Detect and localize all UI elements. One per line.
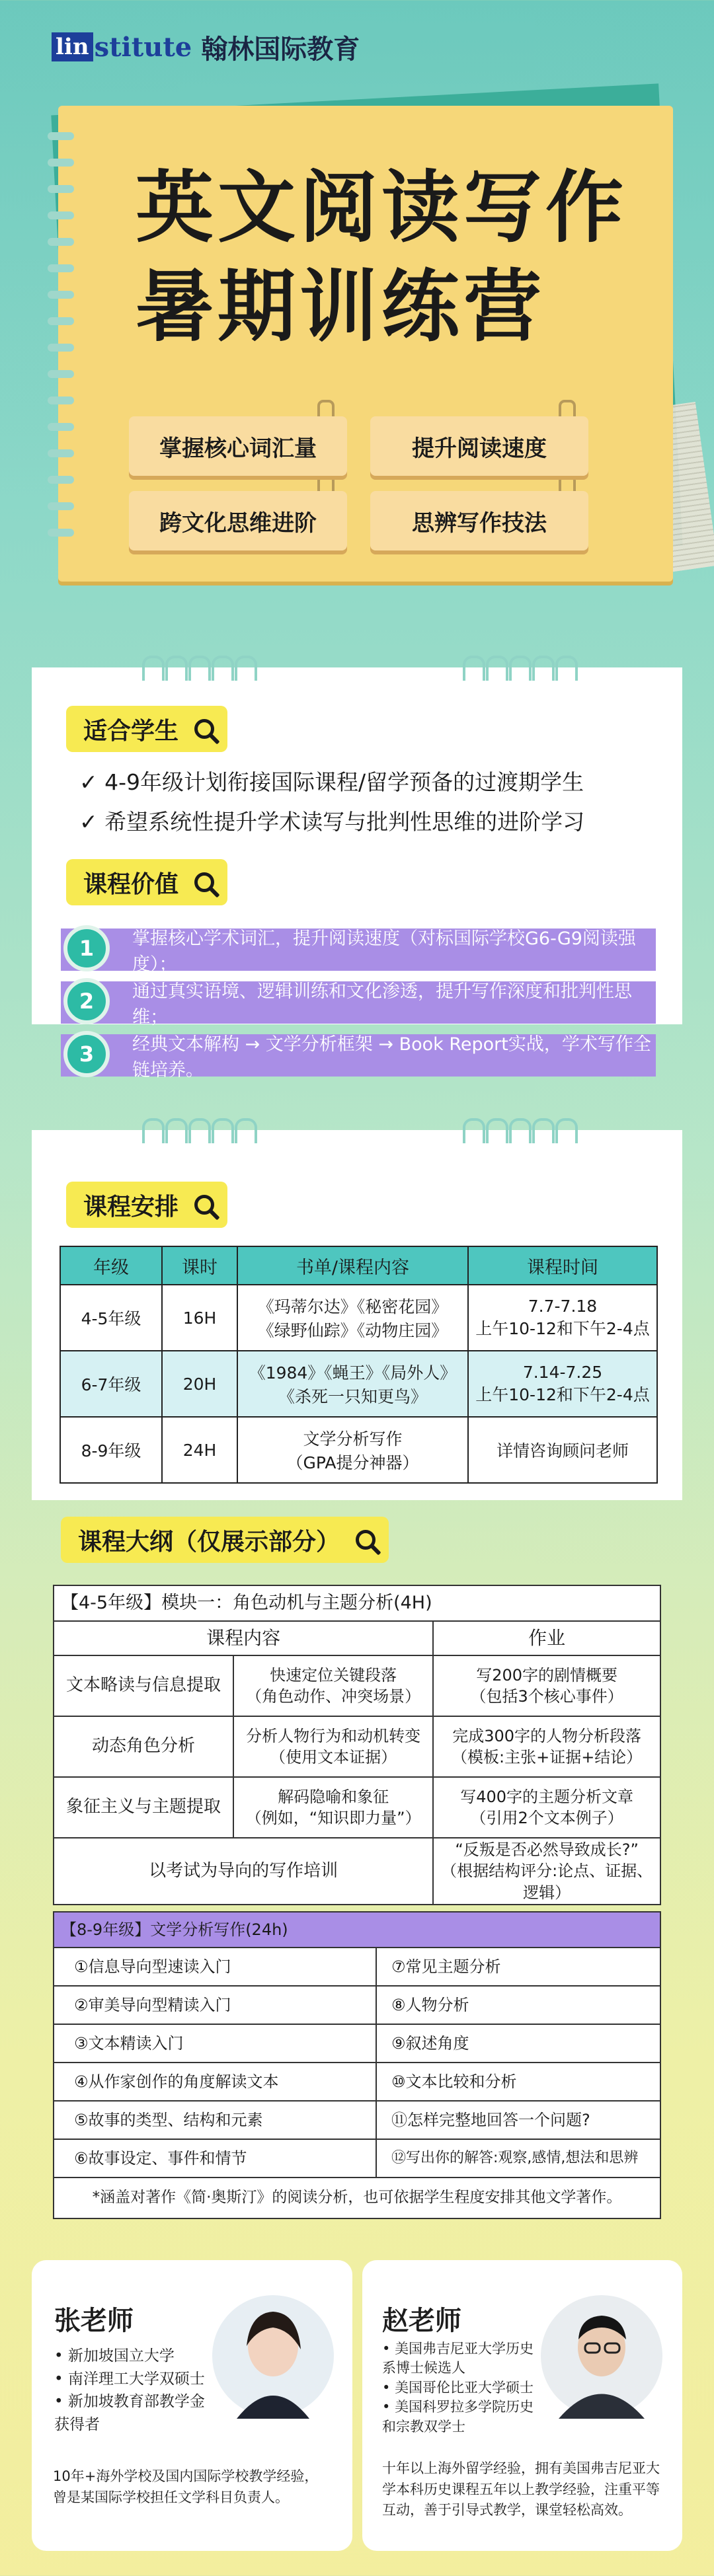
spiral-ring <box>48 344 74 352</box>
grade-cell: 8-9年级 <box>60 1417 162 1483</box>
list-item: ④从作家创作的角度解读文本 <box>54 2063 376 2101</box>
binder-curl <box>212 656 234 681</box>
grade-cell: 4-5年级 <box>60 1285 162 1351</box>
detail-line: 解码隐喻和象征 <box>278 1787 389 1806</box>
spiral-ring <box>48 529 74 537</box>
work-cell <box>433 1655 660 1716</box>
content-line: 《杀死一只知更鸟》 <box>278 1387 427 1406</box>
list-item: ①信息导向型速读入门 <box>54 1948 376 1986</box>
work-line: （模板:主张+证据+结论） <box>452 1748 643 1766</box>
detail-line: （角色动作、冲突场景） <box>246 1687 421 1706</box>
schedule-table <box>60 1246 658 1484</box>
credential-text: 美国哥伦比亚大学硕士 <box>395 2379 534 2396</box>
topic-cell: 文本略读与信息提取 <box>54 1655 233 1716</box>
list-item: ⑨叙述角度 <box>376 2024 660 2063</box>
spiral-ring <box>48 476 74 484</box>
table-row <box>54 1716 660 1777</box>
binder-curl <box>212 1118 234 1143</box>
detail-line: 分析人物行为和动机转变 <box>246 1726 421 1745</box>
list-item: ③文本精读入门 <box>54 2024 376 2063</box>
exam-topic-cell: 以考试为导向的写作培训 <box>54 1838 433 1905</box>
credential-item: • 美国弗吉尼亚大学历史系博士候选人 <box>382 2341 534 2376</box>
teacher-name: 张老师 <box>54 2306 134 2336</box>
note-row <box>54 2178 660 2218</box>
magnifier-icon <box>194 1195 214 1215</box>
time-line: 7.14-7.25 <box>522 1362 603 1382</box>
magnifier-icon <box>194 719 214 739</box>
work-line: 写200字的剧情概要 <box>476 1665 618 1685</box>
fit-item <box>79 765 584 796</box>
spiral-ring <box>48 238 74 246</box>
detail-cell <box>233 1716 433 1777</box>
content-line: 《玛蒂尔达》《秘密花园》 <box>257 1297 448 1316</box>
time-line: 详情咨询顾问老师 <box>496 1441 629 1460</box>
detail-line: （使用文本证据） <box>270 1748 397 1766</box>
teacher-name: 赵老师 <box>382 2306 461 2336</box>
table-header-row <box>60 1246 657 1285</box>
value-heading <box>66 859 227 905</box>
binder-curl <box>235 1118 257 1143</box>
binder-curl <box>463 1118 485 1143</box>
credential-text: 美国科罗拉多学院历史和宗教双学士 <box>382 2399 534 2435</box>
time-cell <box>468 1285 657 1351</box>
outline-table <box>53 1585 661 1905</box>
detail-cell <box>233 1655 433 1716</box>
table-row <box>54 1948 660 1986</box>
list-item: ②审美导向型精读入门 <box>54 1986 376 2024</box>
fit-heading <box>66 706 227 752</box>
credential-item: • 美国科罗拉多学院历史和宗教双学士 <box>382 2399 534 2435</box>
table-row <box>54 1777 660 1838</box>
binder-curl <box>509 656 532 681</box>
spiral-ring <box>48 159 74 167</box>
work-line: （引用2个文本例子） <box>470 1809 623 1827</box>
teacher-bio: 十年以上海外留学经验，拥有美国弗吉尼亚大学本科历史课程五年以上教学经验，注重平等互动，善于引导式教学，课堂轻松高效。 <box>382 2460 660 2518</box>
time-line: 7.7-7.18 <box>528 1296 598 1316</box>
binder-curl <box>165 656 188 681</box>
work-line: （根据结构评分:论点、证据、逻辑） <box>441 1862 653 1902</box>
spiral-ring <box>48 264 74 272</box>
content-cell <box>237 1417 468 1483</box>
spiral-ring <box>48 370 74 378</box>
time-line: 上午10-12和下午2-4点 <box>475 1318 650 1338</box>
content-line: （GPA提分神器） <box>286 1453 419 1472</box>
work-cell <box>433 1838 660 1905</box>
teacher-credentials <box>382 2339 537 2437</box>
table-row <box>54 1986 660 2024</box>
module2-title: 【8-9年级】文学分析写作(24h) <box>54 1912 660 1948</box>
topic-cell: 动态角色分析 <box>54 1716 233 1777</box>
work-line: （包括3个核心事件） <box>470 1687 623 1706</box>
binder-curl <box>486 656 508 681</box>
hero-title-line1: 英文阅读写作 <box>136 162 628 253</box>
content-cell <box>237 1351 468 1417</box>
grade-cell: 6-7年级 <box>60 1351 162 1417</box>
brand-logo <box>52 26 360 67</box>
col-header: 书单/课程内容 <box>237 1246 468 1285</box>
content-cell <box>237 1285 468 1351</box>
col-header-work: 作业 <box>433 1621 660 1655</box>
module-title-row <box>54 1912 660 1948</box>
hours-cell: 20H <box>162 1351 237 1417</box>
fit-item <box>79 805 584 836</box>
time-cell <box>468 1417 657 1483</box>
work-cell <box>433 1716 660 1777</box>
binder-curl <box>188 656 211 681</box>
list-item: ⑦常见主题分析 <box>376 1948 660 1986</box>
value-heading-text: 课程价值 <box>83 870 179 898</box>
credential-item: • 南洋理工大学双硕士 <box>54 2370 205 2388</box>
module1-title: 【4-5年级】模块一：角色动机与主题分析(4H) <box>54 1585 660 1621</box>
feature-chip: 跨文化思维进阶 <box>129 491 347 550</box>
teacher-avatar <box>210 2293 336 2419</box>
feature-chip: 思辨写作技法 <box>370 491 588 550</box>
table-row <box>60 1417 657 1483</box>
spiral-ring <box>48 317 74 325</box>
feature-chip: 提升阅读速度 <box>370 416 588 476</box>
list-item: ⑧人物分析 <box>376 1986 660 2024</box>
check-icon: ✓ <box>79 769 105 795</box>
teacher-credentials <box>54 2345 206 2436</box>
content-line: 《1984》《蝇王》《局外人》 <box>249 1363 457 1383</box>
module2-table <box>53 1911 661 2219</box>
binder-curl <box>486 1118 508 1143</box>
value-item: 经典文本解构 → 文学分析框架 → Book Report实战，学术写作全链培养。 <box>61 1034 656 1077</box>
list-item: ⑫写出你的解答:观察,感情,想法和思辨 <box>376 2139 660 2178</box>
binder-curl <box>532 1118 555 1143</box>
logo-text: stitute <box>94 31 192 63</box>
list-item: ⑤故事的类型、结构和元素 <box>54 2101 376 2139</box>
module-title-row <box>54 1585 660 1621</box>
table-row <box>60 1351 657 1417</box>
binder-curl <box>555 1118 578 1143</box>
work-cell <box>433 1777 660 1838</box>
table-row <box>54 2063 660 2101</box>
value-number: 2 <box>63 978 110 1024</box>
spiral-ring <box>48 397 74 404</box>
spiral-ring <box>48 502 74 510</box>
spiral-ring <box>48 185 74 193</box>
binder-curl <box>142 1118 165 1143</box>
col-header: 课程时间 <box>468 1246 657 1285</box>
table-row <box>60 1285 657 1351</box>
credential-text: 新加坡国立大学 <box>67 2347 175 2365</box>
table-row <box>54 2101 660 2139</box>
detail-cell <box>233 1777 433 1838</box>
binder-curl <box>165 1118 188 1143</box>
credential-item: • 新加坡教育部教学金获得者 <box>54 2393 205 2433</box>
col-header-content: 课程内容 <box>54 1621 433 1655</box>
fit-item-text: 4-9年级计划衔接国际课程/留学预备的过渡期学生 <box>104 769 584 795</box>
credential-item: • 美国哥伦比亚大学硕士 <box>382 2379 534 2396</box>
spiral-ring <box>48 449 74 457</box>
hours-cell: 16H <box>162 1285 237 1351</box>
col-header: 课时 <box>162 1246 237 1285</box>
binder-curl <box>235 656 257 681</box>
teacher-avatar <box>539 2293 664 2419</box>
value-item: 掌握核心学术词汇，提升阅读速度（对标国际学校G6-G9阅读强度）； <box>61 928 656 971</box>
spiral-ring <box>48 291 74 299</box>
spiral-ring <box>48 132 74 140</box>
logo-chinese: 翰林国际教育 <box>201 33 360 65</box>
list-item: ⑪怎样完整地回答一个问题? <box>376 2101 660 2139</box>
schedule-heading-text: 课程安排 <box>83 1193 179 1221</box>
binder-curl <box>509 1118 532 1143</box>
topic-cell: 象征主义与主题提取 <box>54 1777 233 1838</box>
credential-text: 新加坡教育部教学金获得者 <box>54 2393 205 2433</box>
logo-mark: lin <box>52 32 93 61</box>
schedule-heading <box>66 1182 227 1228</box>
hours-cell: 24H <box>162 1417 237 1483</box>
spiral-ring <box>48 211 74 219</box>
work-line: 写400字的主题分析文章 <box>460 1787 634 1806</box>
binder-curl <box>532 656 555 681</box>
credential-text: 南洋理工大学双硕士 <box>67 2370 205 2388</box>
value-item: 通过真实语境、逻辑训练和文化渗透，提升写作深度和批判性思维； <box>61 981 656 1024</box>
magnifier-icon <box>356 1530 376 1550</box>
teacher-bio: 10年+海外学校及国内国际学校教学经验，曾是某国际学校担任文学科目负责人。 <box>53 2468 319 2505</box>
check-icon: ✓ <box>79 809 105 835</box>
time-line: 上午10-12和下午2-4点 <box>475 1384 650 1404</box>
fit-heading-text: 适合学生 <box>83 717 179 745</box>
magnifier-icon <box>194 872 214 892</box>
credential-text: 美国弗吉尼亚大学历史系博士候选人 <box>382 2341 534 2376</box>
outline-header-row <box>54 1621 660 1655</box>
detail-line: 快速定位关键段落 <box>270 1665 397 1685</box>
table-row <box>54 2024 660 2063</box>
table-row <box>54 1838 660 1905</box>
binder-curl <box>142 656 165 681</box>
value-number: 1 <box>63 925 110 971</box>
detail-line: （例如，“知识即力量”） <box>245 1809 421 1827</box>
time-cell <box>468 1351 657 1417</box>
col-header: 年级 <box>60 1246 162 1285</box>
content-line: 文学分析写作 <box>303 1429 403 1449</box>
value-number: 3 <box>63 1031 110 1077</box>
list-item: ⑥故事设定、事件和情节 <box>54 2139 376 2178</box>
work-line: 完成300字的人物分析段落 <box>452 1726 642 1745</box>
binder-curl <box>188 1118 211 1143</box>
list-item: ⑩文本比较和分析 <box>376 2063 660 2101</box>
spiral-ring <box>48 423 74 431</box>
hero-title-line2: 暑期训练营 <box>136 261 546 352</box>
binder-curl <box>555 656 578 681</box>
credential-item: • 新加坡国立大学 <box>54 2347 175 2365</box>
binder-curl <box>463 656 485 681</box>
work-line: “反叛是否必然导致成长?” <box>455 1840 639 1859</box>
feature-chip: 掌握核心词汇量 <box>129 416 347 476</box>
table-row <box>54 2139 660 2178</box>
table-row <box>54 1655 660 1716</box>
outline-note: *涵盖对著作《简·奥斯汀》的阅读分析，也可依据学生程度安排其他文学著作。 <box>54 2178 660 2218</box>
content-line: 《绿野仙踪》《动物庄园》 <box>257 1321 448 1340</box>
outline-heading-text: 课程大纲（仅展示部分） <box>78 1528 340 1556</box>
outline-heading <box>61 1517 389 1563</box>
fit-item-text: 希望系统性提升学术读写与批判性思维的进阶学习 <box>104 809 585 835</box>
